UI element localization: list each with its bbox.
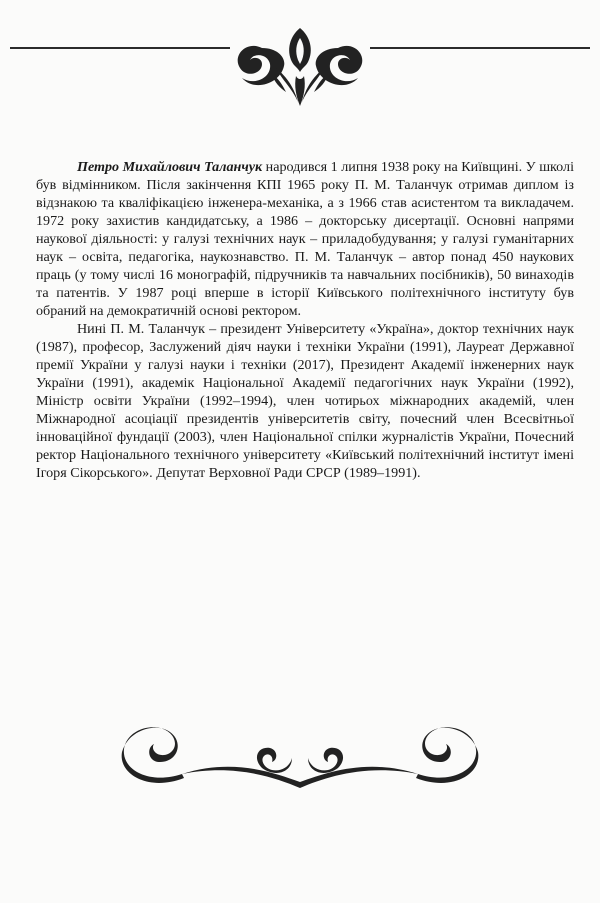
paragraph-1 bbox=[36, 158, 574, 320]
scroll-swirl-icon bbox=[112, 718, 488, 798]
person-name: Петро Михайлович Таланчук bbox=[77, 159, 263, 175]
paragraph-2: Нині П. М. Таланчук – президент Університету «Україна», доктор технічних наук (1987), професор, Заслужений діяч науки і техніки України (1991), Лауреат Державної премії України у галузі науки і техніки (2017), Президент Академії інженерних наук України (1991), академік Національної Академії педагогічних наук України (1992), Міністр освіти України (1992–1994), член чотирьох міжнародних академій, член Міжнародної асоціації президентів університетів світу, почесний член Всесвітньої інноваційної фундації (2003), член Національної спілки журналістів України, Почесний ректор Національного технічного університету «Київський політехнічний інститут імені Ігоря Сікорського». Депутат Верховної Ради СРСР (1989–1991). bbox=[36, 321, 574, 481]
biography-text bbox=[36, 158, 574, 482]
floral-flourish-icon bbox=[232, 22, 368, 108]
top-rule-right bbox=[370, 47, 590, 49]
paragraph-1-body: народився 1 липня 1938 року на Київщині. У школі був відмінником. Після закінчення КПІ 1965 року П. М. Таланчук отримав диплом із відзнакою та кваліфікацією інженера-механіка, а з 1966 став асистентом та викладачем. 1972 року захистив кандидатську, а 1986 – докторську дисертації. Основні напрями наукової діяльності: у галузі технічних наук – приладобудування; у галузі гуманітарних наук – освіта, педагогіка, наукознавство. П. М. Таланчук – автор понад 450 наукових праць (у тому числі 16 монографій, підручників та навчальних посібників), 50 винаходів та патентів. У 1987 році вперше в історії Київського політехнічного інституту був обраний на демократичній основі ректором. bbox=[36, 159, 574, 319]
top-rule-left bbox=[10, 47, 230, 49]
